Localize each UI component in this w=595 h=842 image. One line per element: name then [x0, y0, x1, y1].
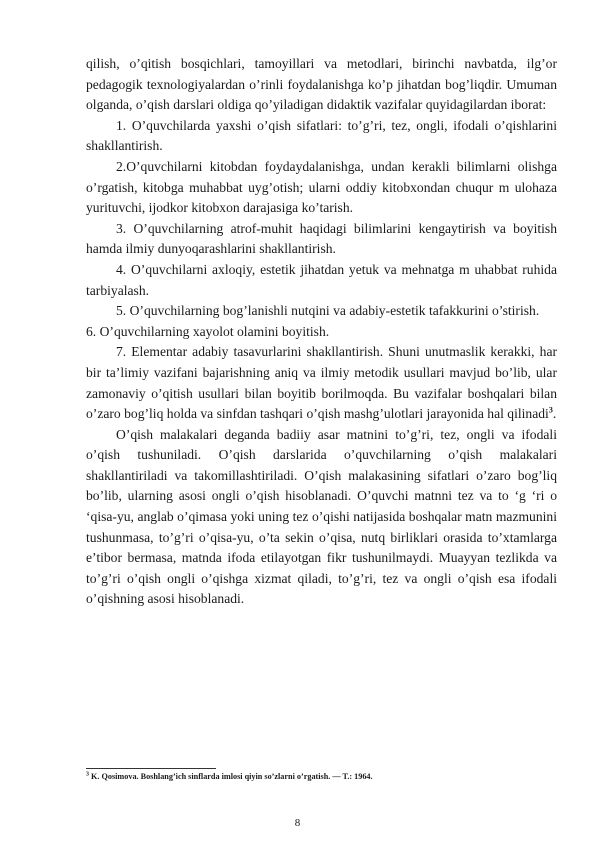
- document-body: [86, 54, 557, 610]
- paragraph-intro: qilish, o’qitish bosqichlari, tamoyillari va metodlari, birinchi navbatda, ilg’or pedagogik texnologiyalardan o’rinli foydalanishga ko’p jihatdan bog’liqdir. Umuman olganda, o’qish darslari oldiga qo’yiladigan didaktik vazifalar quyidagilardan iborat:: [86, 56, 557, 113]
- list-item-7-text: 7. Elementar adabiy tasavurlarini shakllantirish. Shuni unutmaslik kerakki, har bir ta’limiy vazifani bajarishning aniq va ilmiy metodik usullari mavjud bo’lib, ular zamonaviy o’qitish usullari bilan boyitib borilmoqda. Bu vazifalar boshqalari bilan o’zaro bog’liq holda va sinfdan tashqari o’qish mashg’ulotlari jarayonida hal qilinadi: [86, 344, 557, 422]
- footnote-reference-punct: .: [552, 406, 557, 422]
- paragraph-reading-skills: O’qish malakalari deganda badiiy asar matnini to’g’ri, tez, ongli va ifodali o’qish tushuniladi. O’qish darslarida o’quvchilarning o’qish malakalari shakllantiriladi va takomillashtiriladi. O’qish malakasining sifatlari o’zaro bog’liq bo’lib, ularning asosi ongli o’qish hisoblanadi. O’quvchi matnni tez va to ‘g ‘ri o ‘qisa-yu, anglab o’qimasa yoki uning tez o’qishi natijasida boshqalar matn mazmunini tushunmasa, to’g’ri o’qisa-yu, o’ta sekin o’qisa, nutq birliklari orasida to’xtamlarga e’tibor bermasa, matnda ifoda etilayotgan fikr tushunilmaydi. Muayyan tezlikda va to’g’ri o’qish ongli o’qishga xizmat qiladi, to’g’ri, tez va ongli o’qish esa ifodali o’qishning asosi hisoblanadi.: [86, 426, 557, 607]
- footnote-text: K. Qosimova. Boshlang’ich sinflarda imlosi qiyin so’zlarni o’rgatish. — T.: 1964.: [89, 772, 373, 781]
- list-item-2: 2.O’quvchilarni kitobdan foydaydalanishga, undan kerakli bilimlarni olishga o’rgatish, kitobga muhabbat uyg’otish; ularni oddiy kitobxondan chuqur m ulohaza yurituvchi, ijodkor kitobxon darajasiga ko’tarish.: [86, 158, 557, 216]
- footnote-divider: [86, 768, 216, 769]
- list-item-1: 1. O’quvchilarda yaxshi o’qish sifatlari: to’g’ri, tez, ongli, ifodali o’qishlarini shakllantirish.: [86, 117, 557, 154]
- page-number: 8: [294, 817, 301, 829]
- list-item-3: 3. O’quvchilarning atrof-muhit haqidagi bilimlarini kengaytirish va boyitish hamda ilmiy dunyoqarashlarini shakllantirish.: [86, 220, 557, 257]
- list-item-4: 4. O’quvchilarni axloqiy, estetik jihatdan yetuk va mehnatga m uhabbat ruhida tarbiyalash.: [86, 261, 557, 298]
- footnote-reference[interactable]: 3: [548, 405, 553, 415]
- footnote: [86, 771, 557, 782]
- list-item-5: 5. O’quvchilarning bog’lanishli nutqini va adabiy-estetik tafakkurini o’stirish.: [116, 303, 540, 319]
- list-item-7: [86, 342, 557, 424]
- footnote-number: 3: [86, 771, 89, 778]
- list-item-6: 6. O’quvchilarning xayolot olamini boyitish.: [86, 323, 330, 339]
